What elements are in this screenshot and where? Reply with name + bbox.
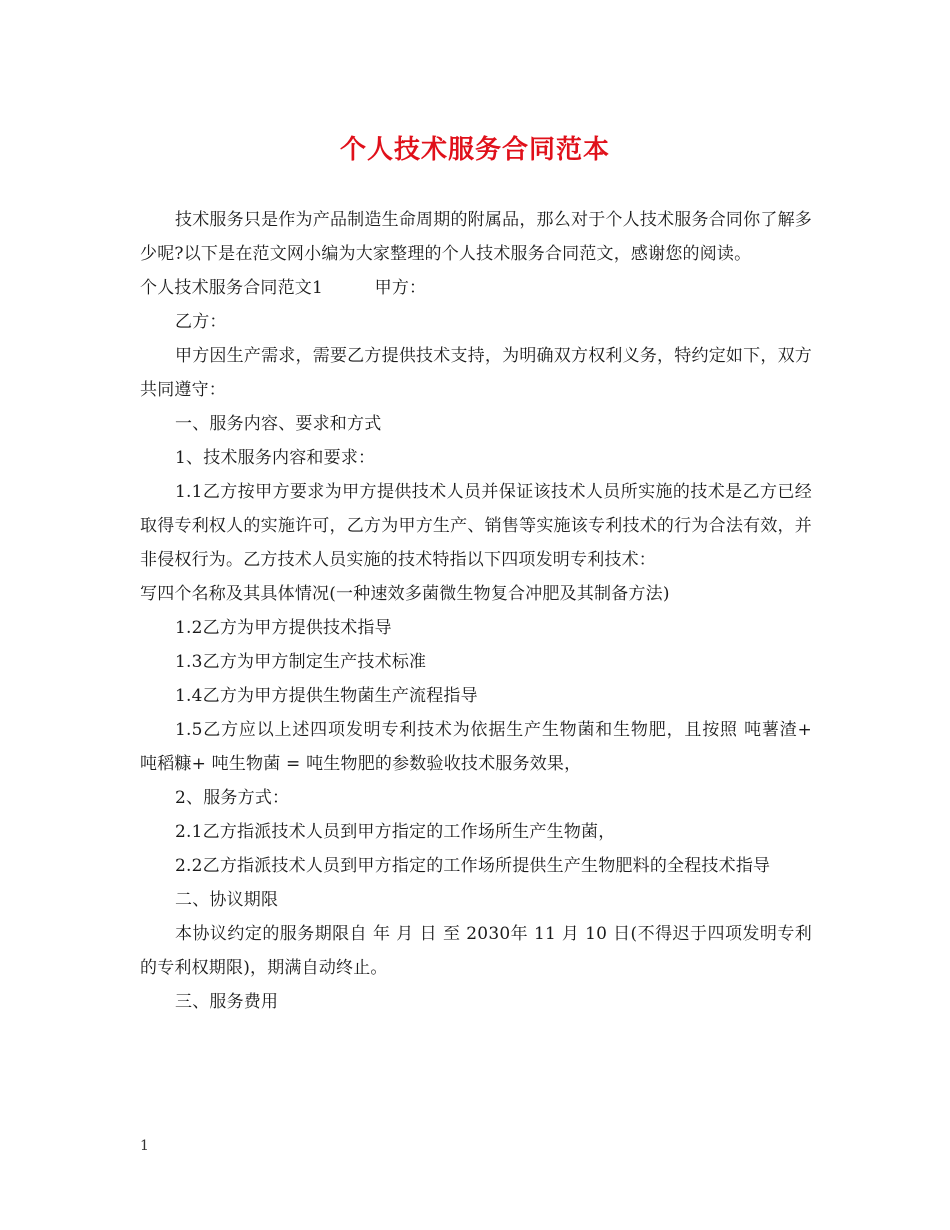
- paragraph: 乙方：: [175, 312, 227, 332]
- paragraph: 1.3乙方为甲方制定生产技术标准: [175, 652, 427, 672]
- paragraph: 1、技术服务内容和要求：: [175, 448, 376, 468]
- paragraph: 1.1乙方按甲方要求为甲方提供技术人员并保证该技术人员所实施的技术是乙方已经取得专利权人的实施许可，乙方为甲方生产、销售等实施该专利技术的行为合法有效，并非侵权行为。乙方技术人员实施的技术特指以下四项发明专利技术：: [140, 482, 812, 570]
- paragraph: 本协议约定的服务期限自 年 月 日 至 2030年 11 月 10 日(不得迟于四项发明专利的专利权期限)，期满自动终止。: [140, 924, 812, 978]
- paragraph: 甲方因生产需求，需要乙方提供技术支持，为明确双方权利义务，特约定如下，双方共同遵守：: [140, 346, 812, 400]
- paragraph: 2.2乙方指派技术人员到甲方指定的工作场所提供生产生物肥料的全程技术指导: [175, 856, 771, 876]
- paragraph: 写四个名称及其具体情况(一种速效多菌微生物复合冲肥及其制备方法): [140, 584, 670, 604]
- document-body: [140, 203, 812, 1019]
- paragraph: 技术服务只是作为产品制造生命周期的附属品，那么对于个人技术服务合同你了解多少呢?以下是在范文网小编为大家整理的个人技术服务合同范文，感谢您的阅读。: [140, 210, 812, 264]
- paragraph: 1.4乙方为甲方提供生物菌生产流程指导: [175, 686, 478, 706]
- section-heading: 一、服务内容、要求和方式: [175, 414, 382, 434]
- paragraph: 1.5乙方应以上述四项发明专利技术为依据生产生物菌和生物肥，且按照 吨薯渣+ 吨稻糠+ 吨生物菌 = 吨生物肥的参数验收技术服务效果，: [140, 720, 812, 774]
- paragraph: 1.2乙方为甲方提供技术指导: [175, 618, 392, 638]
- section-heading: 三、服务费用: [175, 992, 279, 1012]
- document-title: 个人技术服务合同范本: [339, 135, 610, 165]
- paragraph: 2.1乙方指派技术人员到甲方指定的工作场所生产生物菌，: [175, 822, 616, 842]
- paragraph: 2、服务方式：: [175, 788, 290, 808]
- page-number: 1: [140, 1138, 149, 1154]
- paragraph: 个人技术服务合同范文1 甲方：: [140, 278, 427, 298]
- section-heading: 二、协议期限: [175, 890, 279, 910]
